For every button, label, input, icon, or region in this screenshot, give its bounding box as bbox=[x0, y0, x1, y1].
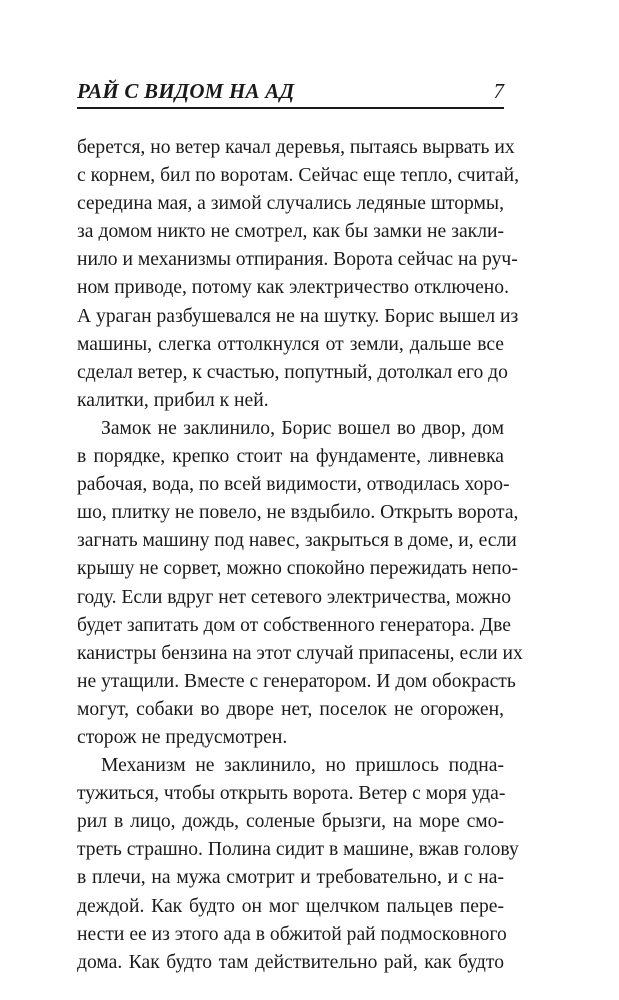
running-header-title: РАЙ С ВИДОМ НА АД bbox=[77, 79, 295, 103]
text-line: берется, но ветер качал деревья, пытаясь вырвать их bbox=[77, 137, 515, 158]
running-header bbox=[77, 78, 504, 108]
text-line: за домом никто не смотрел, как бы замки не закли- bbox=[77, 221, 504, 243]
text-line: тужиться, чтобы открыть ворота. Ветер с моря уда- bbox=[77, 783, 506, 805]
text-line: рил в лицо, дождь, соленые брызги, на море смо- bbox=[77, 811, 504, 833]
header-rule bbox=[77, 107, 504, 109]
text-line: ном приводе, потому как электричество отключено. bbox=[77, 277, 509, 299]
text-line: треть страшно. Полина сидит в машине, вжав голову bbox=[77, 839, 519, 861]
page-number: 7 bbox=[493, 79, 504, 103]
body-text bbox=[77, 134, 523, 977]
text-line: в порядке, крепко стоит на фундаменте, ливневка bbox=[77, 446, 504, 468]
text-line: нести ее из этого ада в обжитой рай подмосковного bbox=[77, 923, 507, 945]
text-line: калитки, прибил к ней. bbox=[77, 389, 269, 411]
text-line: загнать машину под навес, закрыться в доме, и, если bbox=[77, 530, 517, 552]
text-line: рабочая, вода, по всей видимости, отводилась хоро- bbox=[77, 474, 510, 496]
text-line: будет запитать дом от собственного генератора. Две bbox=[77, 614, 511, 636]
text-line: году. Если вдруг нет сетевого электричества, можно bbox=[77, 586, 512, 608]
text-line: Механизм не заклинило, но пришлось подна- bbox=[101, 755, 504, 777]
text-line: не утащили. Вместе с генератором. И дом обокрасть bbox=[77, 670, 516, 692]
text-line: середина мая, а зимой случались ледяные штормы, bbox=[77, 193, 504, 215]
text-line: деждой. Как будто он мог щелчком пальцев пере- bbox=[77, 895, 504, 917]
text-line: машины, слегка оттолкнулся от земли, дальше все bbox=[77, 333, 504, 355]
text-line: дома. Как будто там действительно рай, как будто bbox=[77, 951, 504, 973]
text-line: шо, плитку не повело, не вздыбило. Открыть ворота, bbox=[77, 502, 519, 524]
text-line: Замок не заклинило, Борис вошел во двор, дом bbox=[101, 417, 504, 439]
text-line: в плечи, на мужа смотрит и требовательно, и с на- bbox=[77, 867, 504, 889]
text-line: А ураган разбушевался не на шутку. Борис вышел из bbox=[77, 305, 519, 327]
text-line: крышу не сорвет, можно спокойно пережидать непо- bbox=[77, 558, 518, 580]
text-line: сделал ветер, к счастью, попутный, дотолкал его до bbox=[77, 361, 508, 383]
text-line: могут, собаки во дворе нет, поселок не огорожен, bbox=[77, 698, 504, 720]
text-line: сторож не предусмотрен. bbox=[77, 726, 288, 748]
text-line: с корнем, бил по воротам. Сейчас еще тепло, считай, bbox=[77, 165, 520, 187]
text-line: канистры бензина на этот случай припасены, если их bbox=[77, 642, 523, 664]
text-line: нило и механизмы отпирания. Ворота сейчас на руч- bbox=[77, 249, 518, 271]
